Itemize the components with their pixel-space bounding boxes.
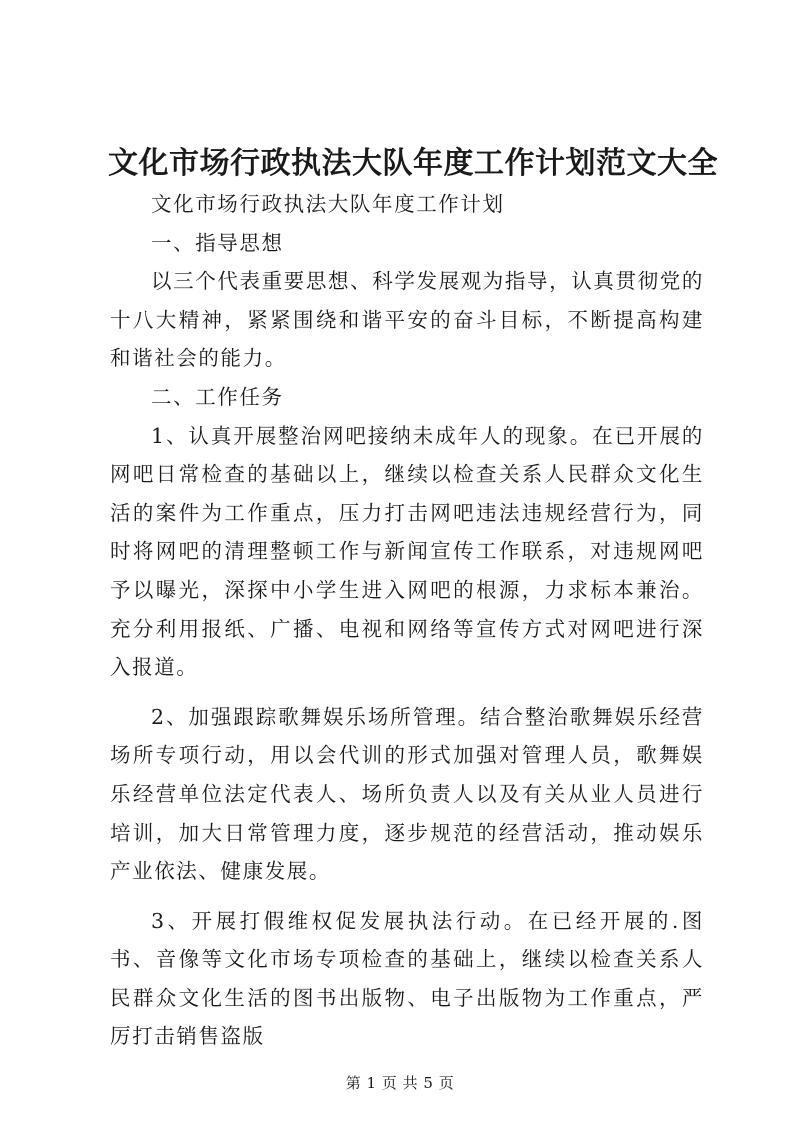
page-number-footer: 第 1 页 共 5 页 — [345, 1074, 455, 1092]
task-paragraph-2: 2、加强跟踪歌舞娱乐场所管理。结合整治歌舞娱乐经营场所专项行动，用以会代训的形式加强对管理人员，歌舞娱乐经营单位法定代表人、场所负责人以及有关从业人员进行培训，加大日常管理力度，逐步规范的经营活动，推动娱乐产业依法、健康发展。 — [110, 704, 704, 884]
body-paragraph: 以三个代表重要思想、科学发展观为指导，认真贯彻党的十八大精神，紧紧围绕和谐平安的奋斗目标，不断提高构建和谐社会的能力。 — [110, 269, 704, 371]
task-paragraph-1: 1、认真开展整治网吧接纳未成年人的现象。在已开展的网吧日常检查的基础以上，继续以检查关系人民群众文化生活的案件为工作重点，压力打击网吧违法违规经营行为，同时将网吧的清理整顿工作与新闻宣传工作联系，对违规网吧予以曝光，深探中小学生进入网吧的根源，力求标本兼治。充分利用报纸、广播、电视和网络等宣传方式对网吧进行深入报道。 — [110, 423, 704, 680]
section-heading-guiding-thought: 一、指导思想 — [151, 230, 284, 255]
document-title: 文化市场行政执法大队年度工作计划范文大全 — [108, 146, 718, 181]
section-heading-work-tasks: 二、工作任务 — [151, 384, 284, 409]
document-body — [110, 185, 704, 1056]
subtitle-paragraph: 文化市场行政执法大队年度工作计划 — [151, 192, 505, 216]
task-paragraph-3: 3、开展打假维权促发展执法行动。在已经开展的.图书、音像等文化市场专项检查的基础上，继续以检查关系人民群众文化生活的图书出版物、电子出版物为工作重点，严厉打击销售盗版 — [110, 908, 704, 1049]
